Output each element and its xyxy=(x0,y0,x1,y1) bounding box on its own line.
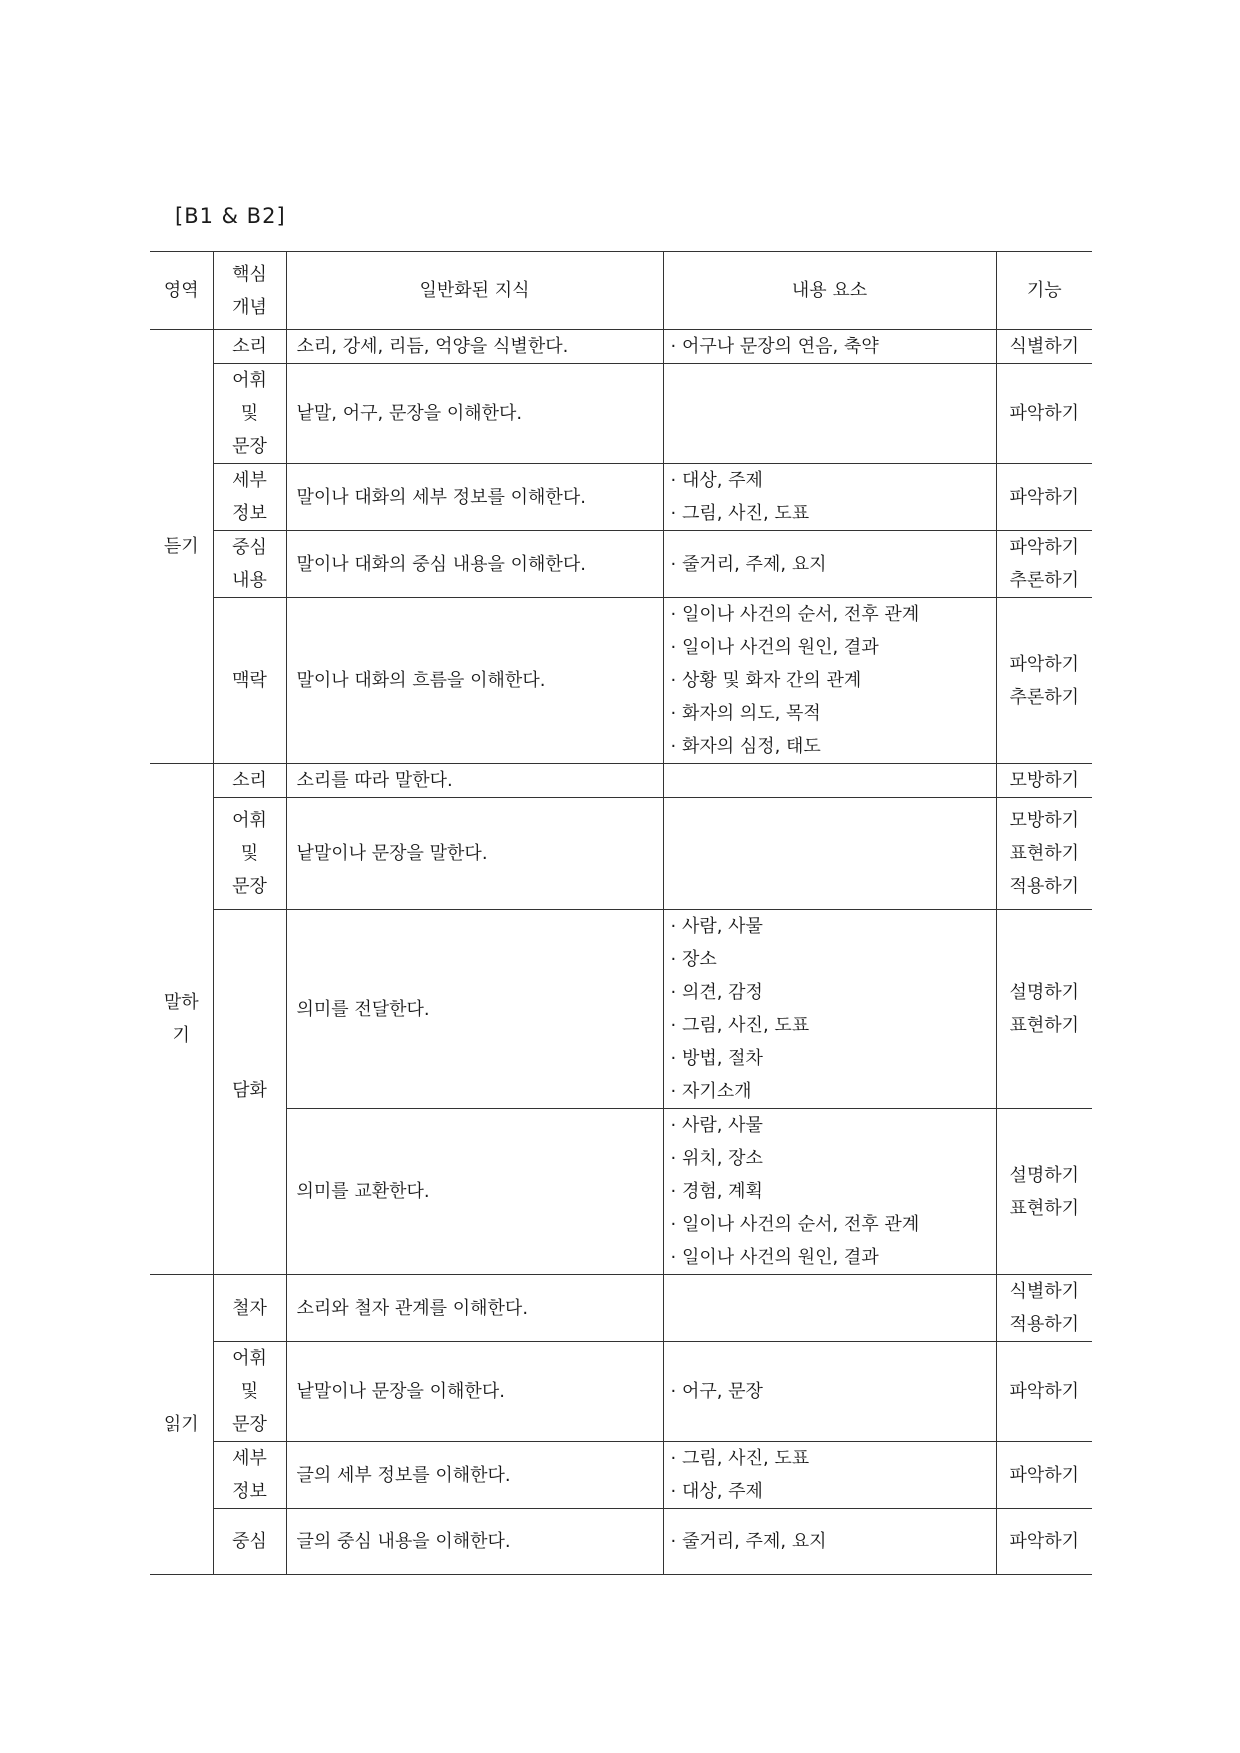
concept-cell: 철자 xyxy=(213,1275,286,1342)
concept-cell: 어휘 및 문장 xyxy=(213,1342,286,1442)
function-cell: 파악하기 xyxy=(996,364,1092,464)
concept-cell: 중심 내용 xyxy=(213,531,286,598)
table-row xyxy=(150,364,1092,464)
elements-cell: · 그림, 사진, 도표 · 대상, 주제 xyxy=(663,1442,996,1509)
knowledge-cell: 말이나 대화의 흐름을 이해한다. xyxy=(286,598,663,764)
function-cell: 파악하기 추론하기 xyxy=(996,531,1092,598)
knowledge-cell: 의미를 교환한다. xyxy=(286,1109,663,1275)
table-row xyxy=(150,1109,1092,1275)
function-cell: 식별하기 xyxy=(996,330,1092,364)
elements-cell xyxy=(663,1275,996,1342)
area-speaking: 말하 기 xyxy=(150,764,213,1275)
knowledge-cell: 말이나 대화의 중심 내용을 이해한다. xyxy=(286,531,663,598)
header-function: 기능 xyxy=(996,252,1092,330)
concept-cell: 소리 xyxy=(213,764,286,798)
knowledge-cell: 글의 중심 내용을 이해한다. xyxy=(286,1509,663,1575)
function-cell: 파악하기 xyxy=(996,464,1092,531)
table-row xyxy=(150,1275,1092,1342)
function-cell: 설명하기 표현하기 xyxy=(996,1109,1092,1275)
knowledge-cell: 소리, 강세, 리듬, 억양을 식별한다. xyxy=(286,330,663,364)
concept-cell: 어휘 및 문장 xyxy=(213,798,286,910)
knowledge-cell: 낱말이나 문장을 이해한다. xyxy=(286,1342,663,1442)
table-row xyxy=(150,531,1092,598)
elements-cell: · 대상, 주제 · 그림, 사진, 도표 xyxy=(663,464,996,531)
table-row xyxy=(150,598,1092,764)
elements-cell: · 사람, 사물 · 위치, 장소 · 경험, 계획 · 일이나 사건의 순서, 전후 관계 · 일이나 사건의 원인, 결과 xyxy=(663,1109,996,1275)
concept-cell: 세부 정보 xyxy=(213,1442,286,1509)
elements-cell xyxy=(663,798,996,910)
function-cell: 식별하기 적용하기 xyxy=(996,1275,1092,1342)
function-cell: 파악하기 xyxy=(996,1442,1092,1509)
elements-cell: · 사람, 사물 · 장소 · 의견, 감정 · 그림, 사진, 도표 · 방법, 절차 · 자기소개 xyxy=(663,910,996,1109)
header-knowledge: 일반화된 지식 xyxy=(286,252,663,330)
table-row xyxy=(150,464,1092,531)
knowledge-cell: 낱말, 어구, 문장을 이해한다. xyxy=(286,364,663,464)
table-row xyxy=(150,330,1092,364)
elements-cell: · 줄거리, 주제, 요지 xyxy=(663,1509,996,1575)
elements-cell: · 어구, 문장 xyxy=(663,1342,996,1442)
header-area: 영역 xyxy=(150,252,213,330)
table-row xyxy=(150,910,1092,1109)
function-cell: 모방하기 xyxy=(996,764,1092,798)
table-row xyxy=(150,798,1092,910)
elements-cell xyxy=(663,364,996,464)
elements-cell xyxy=(663,764,996,798)
header-concept: 핵심 개념 xyxy=(213,252,286,330)
table-row xyxy=(150,1342,1092,1442)
area-reading: 읽기 xyxy=(150,1275,213,1575)
curriculum-table xyxy=(150,251,1092,1575)
concept-cell: 세부 정보 xyxy=(213,464,286,531)
section-heading: [B1 & B2] xyxy=(175,204,286,228)
concept-cell: 맥락 xyxy=(213,598,286,764)
concept-cell: 담화 xyxy=(213,910,286,1275)
header-elements: 내용 요소 xyxy=(663,252,996,330)
function-cell: 파악하기 xyxy=(996,1342,1092,1442)
knowledge-cell: 글의 세부 정보를 이해한다. xyxy=(286,1442,663,1509)
elements-cell: · 어구나 문장의 연음, 축약 xyxy=(663,330,996,364)
function-cell: 파악하기 추론하기 xyxy=(996,598,1092,764)
concept-cell: 소리 xyxy=(213,330,286,364)
knowledge-cell: 소리를 따라 말한다. xyxy=(286,764,663,798)
function-cell: 파악하기 xyxy=(996,1509,1092,1575)
elements-cell: · 줄거리, 주제, 요지 xyxy=(663,531,996,598)
table-row xyxy=(150,1509,1092,1575)
knowledge-cell: 의미를 전달한다. xyxy=(286,910,663,1109)
concept-cell: 어휘 및 문장 xyxy=(213,364,286,464)
table-row xyxy=(150,1442,1092,1509)
knowledge-cell: 말이나 대화의 세부 정보를 이해한다. xyxy=(286,464,663,531)
function-cell: 모방하기 표현하기 적용하기 xyxy=(996,798,1092,910)
function-cell: 설명하기 표현하기 xyxy=(996,910,1092,1109)
table-header-row xyxy=(150,252,1092,330)
concept-cell: 중심 xyxy=(213,1509,286,1575)
table-row xyxy=(150,764,1092,798)
area-listening: 듣기 xyxy=(150,330,213,764)
knowledge-cell: 소리와 철자 관계를 이해한다. xyxy=(286,1275,663,1342)
knowledge-cell: 낱말이나 문장을 말한다. xyxy=(286,798,663,910)
elements-cell: · 일이나 사건의 순서, 전후 관계 · 일이나 사건의 원인, 결과 · 상황 및 화자 간의 관계 · 화자의 의도, 목적 · 화자의 심정, 태도 xyxy=(663,598,996,764)
